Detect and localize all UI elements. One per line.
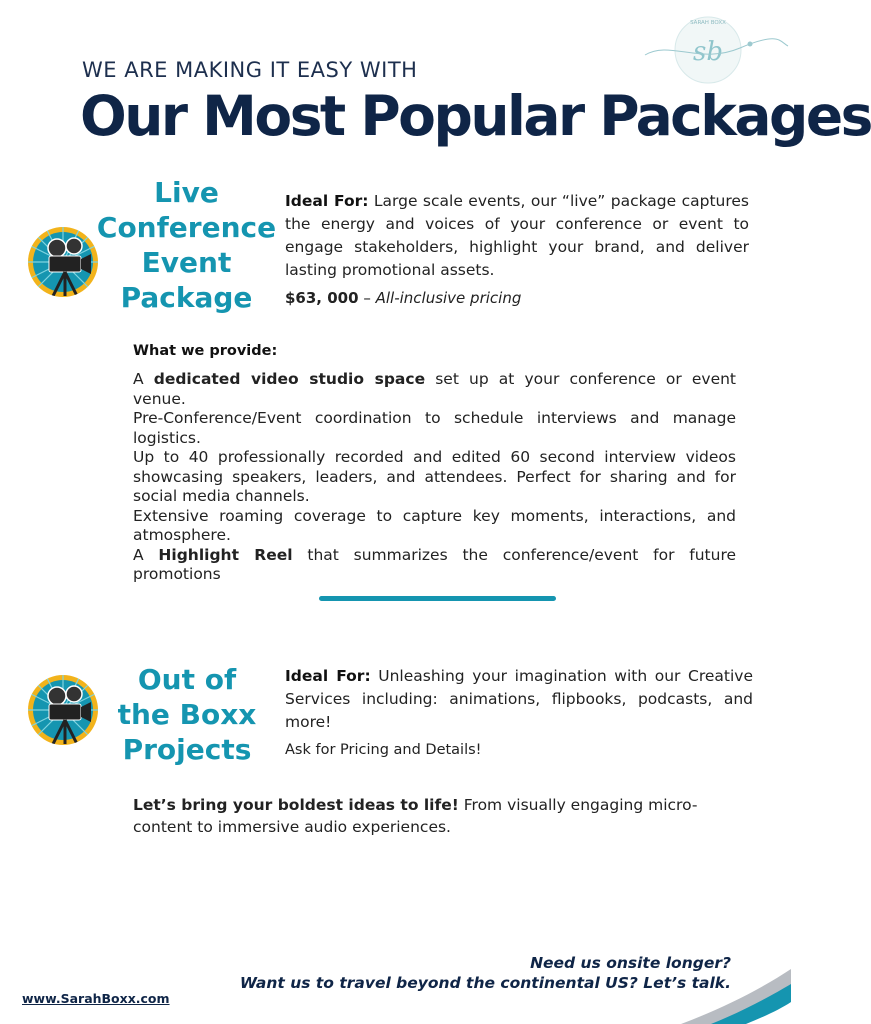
price-note: All-inclusive pricing bbox=[375, 289, 522, 307]
what-we-provide-heading: What we provide: bbox=[133, 343, 278, 359]
svg-text:SARAH BOXX: SARAH BOXX bbox=[690, 20, 726, 26]
package1-ideal-text: Large scale events, our “live” package captures the energy and voices of your conference or event to engage stakeholders, highlight your brand, and deliver lasting promotional assets. bbox=[285, 192, 749, 279]
footer-question: Need us onsite longer? Want us to travel beyond the continental US? Let’s talk. bbox=[239, 954, 731, 992]
list-item: Up to 40 professionally recorded and edited 60 second interview videos showcasing speakers, leaders, and attendees. Perfect for sharing and for social media channels. bbox=[133, 448, 736, 505]
bring-ideas-text: Let’s bring your boldest ideas to life! From visually engaging micro-content to immersive audio experiences. bbox=[133, 796, 698, 836]
list-item: Pre-Conference/Event coordination to schedule interviews and manage logistics. bbox=[133, 409, 736, 447]
list-item: A Highlight Reel that summarizes the conference/event for future promotions bbox=[133, 545, 737, 583]
price-value: $63, 000 bbox=[285, 289, 359, 307]
package1-description bbox=[285, 190, 749, 282]
list-item: A dedicated video studio space set up at your conference or event venue. bbox=[133, 370, 737, 408]
film-camera-icon bbox=[27, 674, 99, 746]
film-camera-icon bbox=[27, 226, 99, 298]
section-divider bbox=[319, 596, 556, 601]
ideal-for-label: Ideal For: bbox=[285, 667, 371, 685]
list-item: Extensive roaming coverage to capture key moments, interactions, and atmosphere. bbox=[133, 506, 736, 544]
package1-title: Live Conference Event Package bbox=[96, 176, 277, 314]
ideal-for-label: Ideal For: bbox=[285, 192, 369, 210]
decorative-swoosh bbox=[661, 964, 791, 1024]
page-title: Our Most Popular Packages bbox=[80, 84, 871, 148]
package2-description bbox=[285, 665, 753, 734]
ask-pricing-text: Ask for Pricing and Details! bbox=[285, 742, 482, 758]
package1-price: $63, 000 – All-inclusive pricing bbox=[285, 289, 522, 307]
package2-ideal-text: Unleashing your imagination with our Creative Services including: animations, flipbooks, podcasts, and more! bbox=[285, 667, 753, 731]
sarah-boxx-logo bbox=[640, 10, 790, 90]
svg-text:sb: sb bbox=[693, 37, 723, 67]
website-link[interactable]: www.SarahBoxx.com bbox=[22, 991, 170, 1006]
package2-title: Out of the Boxx Projects bbox=[117, 663, 257, 766]
header-kicker: WE ARE MAKING IT EASY WITH bbox=[82, 58, 418, 82]
what-we-provide-list bbox=[133, 370, 736, 585]
